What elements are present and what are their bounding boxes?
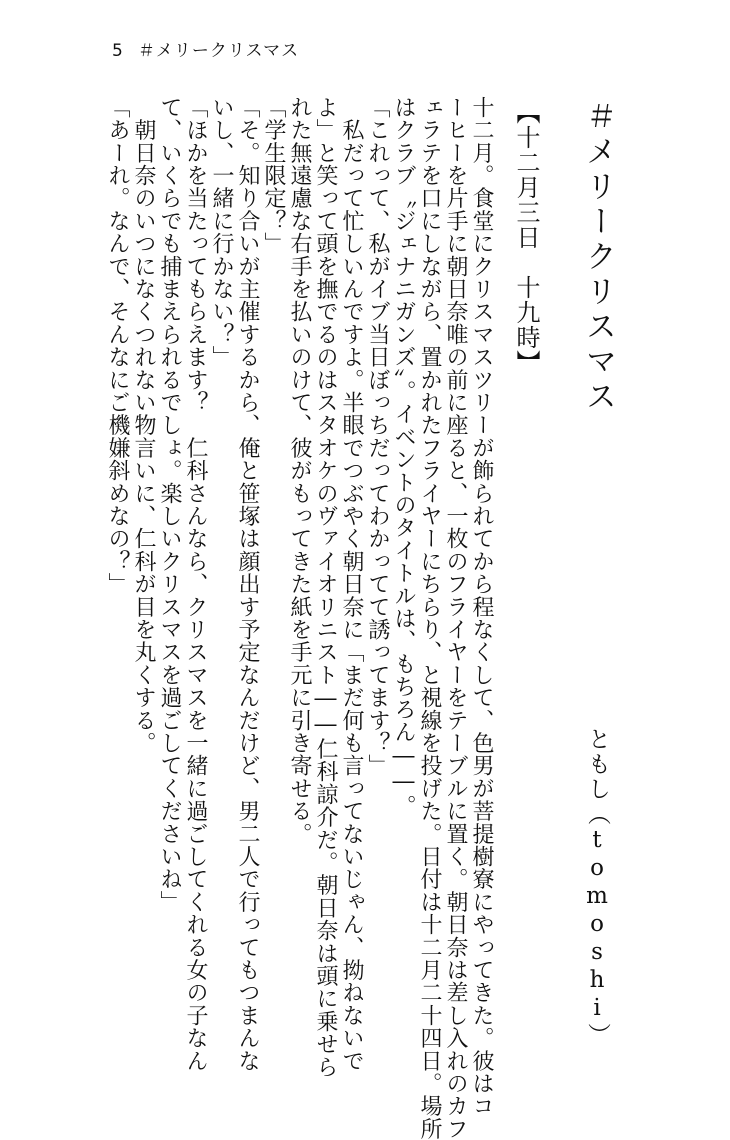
- body-column: て、いくらでも捕まえられるでしょ。楽しいクリスマスを過ごしてくださいね」: [157, 96, 182, 914]
- body-column: 私だって忙しいんですよ。半眼でつぶやく朝日奈に「まだ何も言ってないじゃん、拗ねないで: [339, 96, 364, 1073]
- body-column: 「あーれ。なんで、そんなにご機嫌斜めなの？」: [105, 96, 130, 596]
- body-column: 「ほかを当たってもらえます？ 仁科さんなら、クリスマスを一緒に過ごしてくれる女の子なん: [183, 96, 208, 1073]
- body-column: 十二月。食堂にクリスマスツリーが飾られてから程なくして、色男が菩提樹寮にやってきた。彼はコ: [469, 96, 494, 1118]
- body-column: よ」と笑って頭を撫でるのはスタオケのヴァイオリニスト――仁科諒介だ。朝日奈は頭に乗せら: [313, 96, 338, 1079]
- body-column: ーヒーを片手に朝日奈唯の前に座ると、一枚のフライヤーをテーブルに置く。朝日奈は差し入れのカフ: [443, 96, 468, 1140]
- date-heading: 【十二月三日 十九時】: [512, 100, 540, 375]
- body-column: 「学生限定？」: [261, 96, 286, 255]
- body-column: 「これって、私がイブ当日ぼっちだってわかってて誘ってます？」: [365, 96, 390, 777]
- chapter-title: ＃メリークリスマス: [580, 100, 616, 415]
- page-number: 5: [112, 41, 124, 61]
- body-column: 「そ。知り合いが主催するから、俺と笹塚は顔出す予定なんだけど、男二人で行ってもつまんな: [235, 96, 260, 1073]
- body-column: 朝日奈のいつになくつれない物言いに、仁科が目を丸くする。: [131, 96, 156, 755]
- running-title: ＃メリークリスマス: [137, 41, 300, 61]
- author-name: ともし（tomoshi）: [584, 727, 610, 1048]
- body-column: ェラテを口にしながら、置かれたフライヤーにちらり、と視線を投げた。日付は十二月二十四日。場所: [417, 96, 442, 1140]
- body-column: はクラブ〝ジェナニガンズ〟。イベントのタイトルは、もちろん――。: [391, 96, 416, 818]
- running-header: [112, 36, 299, 61]
- body-column: れた無遠慮な右手を払いのけて、彼がもってきた紙を手元に引き寄せる。: [287, 96, 312, 846]
- body-column: いし、一緒に行かない？」: [209, 96, 234, 369]
